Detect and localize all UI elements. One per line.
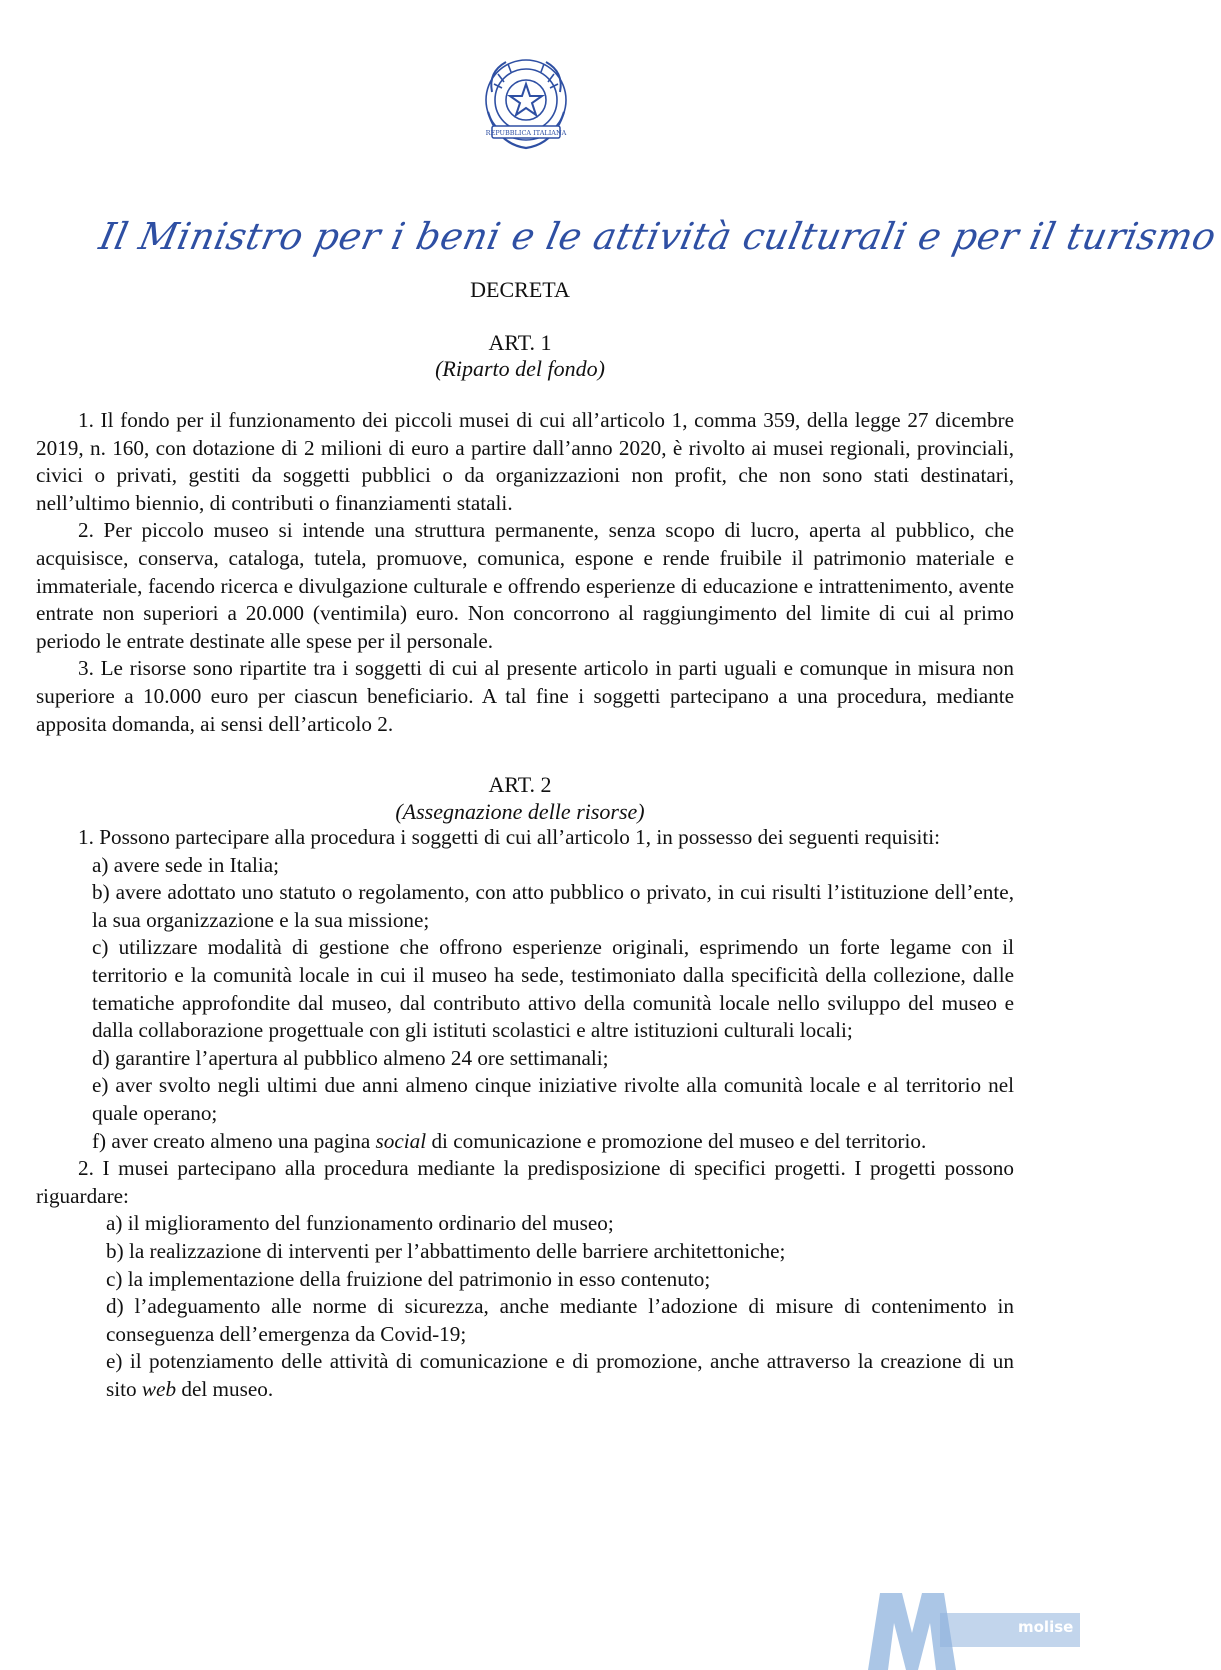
project-c: c) la implementazione della fruizione del patrimonio in esso contenuto; [106,1266,711,1291]
requirement-f [36,1128,1014,1156]
art1-paragraph-1: 1. Il fondo per il funzionamento dei piccoli musei di cui all’articolo 1, comma 359, della legge 27 dicembre 2019, n. 160, con dotazione di 2 milioni di euro a partire dall’anno 2020, è rivolto ai musei regionali, provinciali, civici o privati, gestiti da soggetti pubblici o da organizzazioni non profit, che non sono stati destinatari, nell’ultimo biennio, di contributi o finanziamenti statali. [36,408,1014,515]
art1-paragraph-2: 2. Per piccolo museo si intende una struttura permanente, senza scopo di lucro, aperta al pubblico, che acquisisce, conserva, cataloga, tutela, promuove, comunica, espone e rende fruibile il patrimonio materiale e immateriale, facendo ricerca e divulgazione culturale e offrendo esperienze di educazione e intrattenimento, avente entrate non superiori a 20.000 (ventimila) euro. Non concorrono al raggiungimento del limite di cui al primo periodo le entrate destinate alle spese per il personale. [36,518,1014,653]
italian-republic-emblem-icon [478,52,574,156]
emblem-band-text: REPUBBLICA ITALIANA [485,129,567,137]
requirement-f-text-end: di comunicazione e promozione del museo e del territorio. [426,1128,927,1153]
requirement-f-emphasis: social [375,1128,427,1153]
project-e-text-start: e) il potenziamento delle attività di comunicazione e di promozione, anche attraverso la creazione di un sito [106,1349,1014,1401]
art2-paragraph-1: 1. Possono partecipare alla procedura i soggetti di cui all’articolo 1, in possesso dei seguenti requisiti: [78,825,941,849]
art1-subtitle: (Riparto del fondo) [435,356,605,381]
requirement-c: c) utilizzare modalità di gestione che offrono esperienze originali, esprimendo un forte legame con il territorio e la comunità locale in cui il museo ha sede, testimoniato dalla specificità della collezione, dalle tematiche approfondite dal museo, dal contributo attivo della comunità locale nello sviluppo del museo e dalla collaborazione progettuale con gli istituti scolastici e altre istituzioni culturali locali; [92,935,1014,1043]
ministry-title: Il Ministro per i beni e le attività culturali e per il turismo [95,215,1221,258]
art2-body [36,824,1014,1403]
requirement-f-text-start: f) aver creato almeno una pagina [92,1128,376,1153]
requirement-e: e) aver svolto negli ultimi due anni almeno cinque iniziative rivolte alla comunità locale e al territorio nel quale operano; [92,1073,1014,1125]
art2-subtitle: (Assegnazione delle risorse) [395,799,645,824]
art2-paragraph-2: 2. I musei partecipano alla procedura mediante la predisposizione di specifici progetti. I progetti possono riguardare: [36,1156,1014,1208]
watermark-logo-letter: M [960,1663,961,1664]
project-e [36,1348,1014,1403]
art1-paragraph-3: 3. Le risorse sono ripartite tra i soggetti di cui al presente articolo in parti uguali e comunque in misura non superiore a 10.000 euro per ciascun beneficiario. A tal fine i soggetti partecipano a una procedura, mediante apposita domanda, ai sensi dell’articolo 2. [36,656,1014,736]
project-a: a) il miglioramento del funzionamento ordinario del museo; [106,1211,614,1236]
watermark-text: molise [1018,1618,1074,1636]
decree-title: DECRETA [470,277,570,302]
art1-heading: ART. 1 [488,330,552,355]
art2-heading: ART. 2 [488,772,552,797]
project-e-text-end: del museo. [176,1376,274,1401]
project-e-emphasis: web [141,1376,177,1401]
requirement-d: d) garantire l’apertura al pubblico almeno 24 ore settimanali; [92,1045,609,1070]
requirement-a: a) avere sede in Italia; [92,852,280,877]
project-b: b) la realizzazione di interventi per l’abbattimento delle barriere architettoniche; [106,1238,786,1263]
project-d: d) l’adeguamento alle norme di sicurezza, anche mediante l’adozione di misure di contenimento in conseguenza dell’emergenza da Covid-19; [106,1294,1014,1346]
art1-body [36,407,1014,738]
requirement-b: b) avere adottato uno statuto o regolamento, con atto pubblico o privato, in cui risulti l’istituzione dell’ente, la sua organizzazione e la sua missione; [92,880,1014,932]
